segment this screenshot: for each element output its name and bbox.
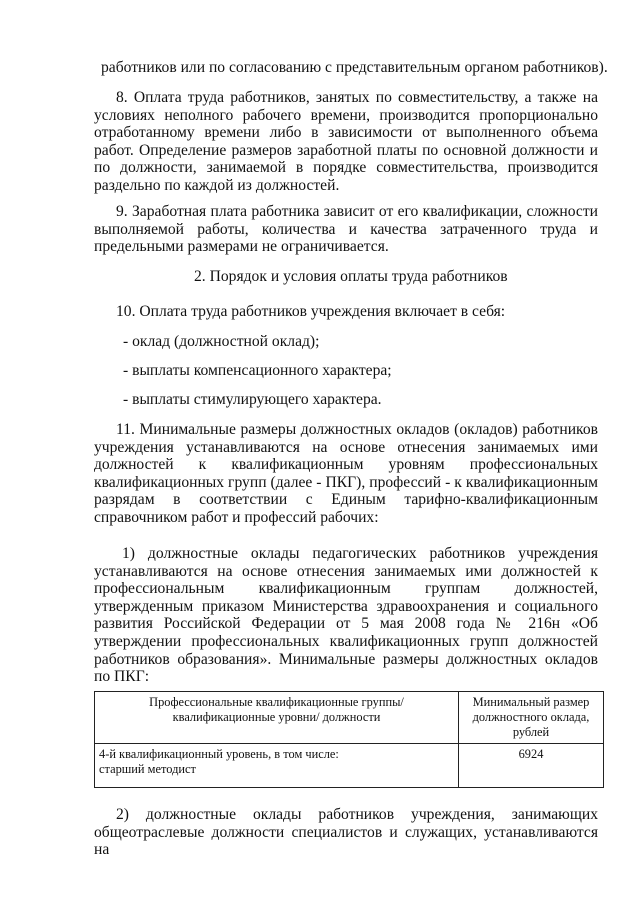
salary-table	[94, 691, 604, 788]
table-header-salary: Минимальный размер должностного оклада, рублей	[459, 692, 604, 744]
subparagraph-1: 1) должностные оклады педагогических работников учреждения устанавливаются на основе отнесения занимаемых ими должностей к профессиональным квалификационным группам должностей, утвержденным приказом Министерства здравоохранения и социального развития Российской Федерации от 5 мая 2008 года № 216н «Об утверждении профессиональных квалификационных групп должностей работников образования». Минимальные размеры должностных окладов по ПКГ:	[94, 545, 598, 686]
table-header-groups: Профессиональные квалификационные группы/ квалификационные уровни/ должности	[95, 692, 459, 744]
list-item-incentive: - выплаты стимулирующего характера.	[123, 391, 382, 408]
table-row	[95, 744, 604, 788]
list-item-compensation: - выплаты компенсационного характера;	[123, 362, 392, 379]
salary-value: 6924	[459, 744, 604, 788]
position-name: старший методист	[99, 762, 196, 776]
paragraph-9: 9. Заработная плата работника зависит от его квалификации, сложности выполняемой работы, количества и качества затраченного труда и предельными размерами не ограничивается.	[94, 203, 598, 256]
subparagraph-2: 2) должностные оклады работников учреждения, занимающих общеотраслевые должности специалистов и служащих, устанавливаются на	[94, 806, 598, 859]
paragraph-8: 8. Оплата труда работников, занятых по совместительству, а также на условиях неполного рабочего времени, производится пропорционально отработанному времени либо в зависимости от выполненного объема работ. Определение размеров заработной платы по основной должности и по должности, занимаемой в порядке совместительства, производится раздельно по каждой из должностей.	[94, 89, 598, 194]
table-cell-position	[95, 744, 459, 788]
section-heading: 2. Порядок и условия оплаты труда работников	[194, 268, 508, 285]
paragraph-10: 10. Оплата труда работников учреждения включает в себя:	[116, 303, 506, 320]
qualification-level: 4-й квалификационный уровень, в том числе:	[99, 747, 339, 761]
paragraph-11: 11. Минимальные размеры должностных окладов (окладов) работников учреждения устанавливаются на основе отнесения занимаемых ими должностей к квалификационным уровням профессиональных квалификационных групп (далее - ПКГ), профессий - к квалификационным разрядам в соответствии с Единым тарифно-квалификационным справочником работ и профессий рабочих:	[94, 421, 598, 526]
list-item-salary: - оклад (должностной оклад);	[123, 333, 320, 350]
table-header-row	[95, 692, 604, 744]
continuation-line: работников или по согласованию с представительным органом работников).	[101, 59, 608, 76]
